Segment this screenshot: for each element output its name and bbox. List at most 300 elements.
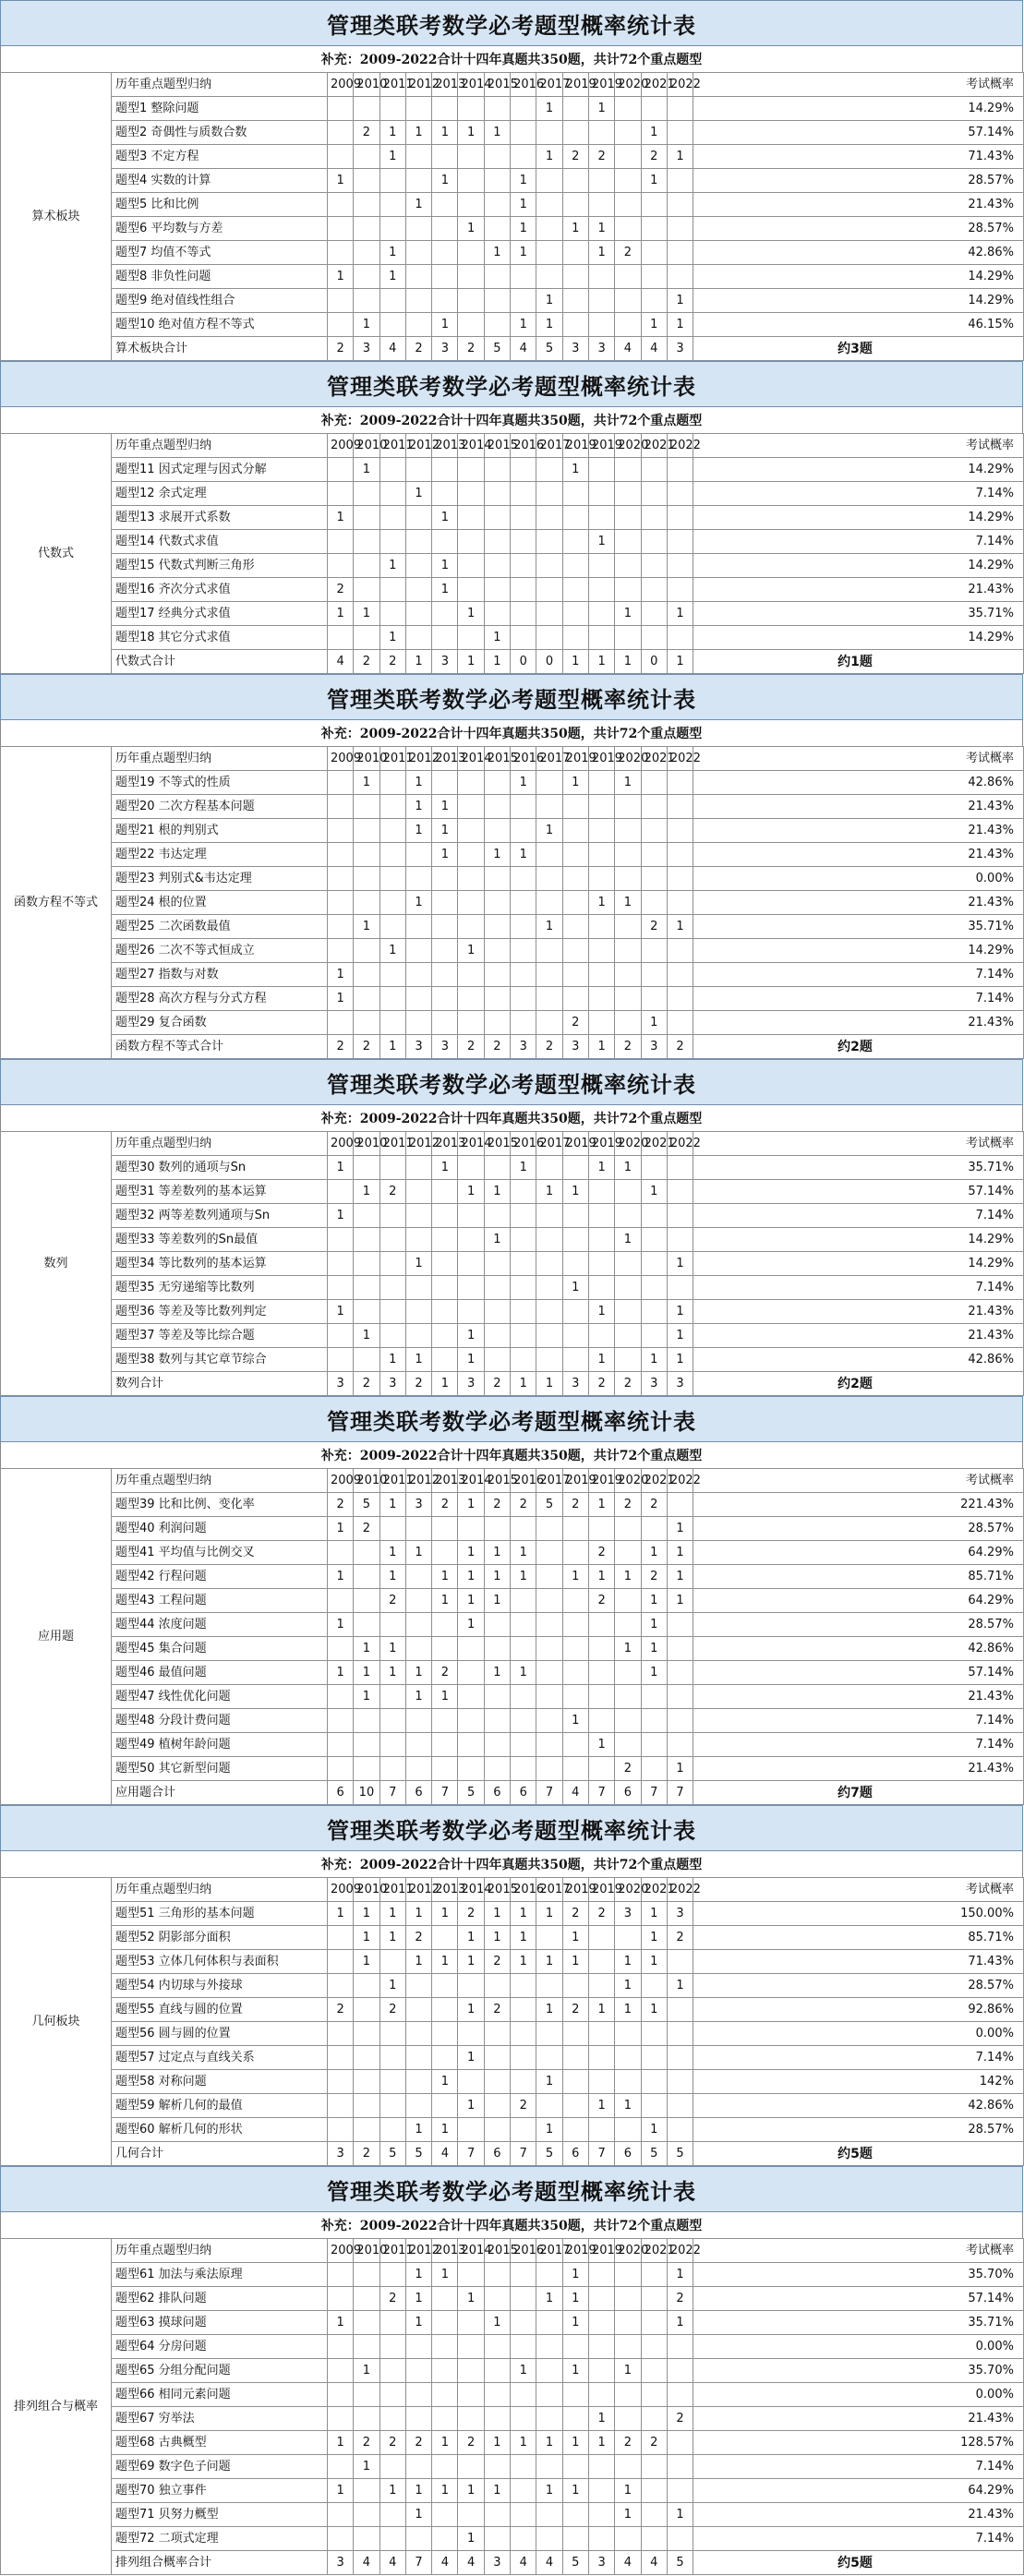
count-cell (379, 771, 405, 795)
year-header: 2009 (328, 1132, 354, 1156)
count-cell: 1 (458, 1565, 484, 1589)
total-cell: 2 (354, 1372, 379, 1396)
count-cell (405, 1300, 431, 1324)
question-type: 题型53 立体几何体积与表面积 (112, 1950, 328, 1974)
count-cell (588, 2311, 614, 2335)
count-cell (641, 2455, 667, 2479)
count-cell: 1 (405, 2311, 431, 2335)
count-cell (354, 843, 379, 867)
count-cell (432, 1324, 458, 1348)
count-cell: 1 (432, 1565, 458, 1589)
question-type: 题型2 奇偶性与质数合数 (112, 121, 328, 145)
probability: 42.86% (693, 1637, 1024, 1661)
count-cell (354, 2118, 379, 2142)
total-cell: 1 (536, 1372, 562, 1396)
count-cell (562, 1685, 588, 1709)
count-cell (641, 2022, 667, 2046)
category-label: 代数式 (1, 434, 112, 674)
count-cell (588, 2022, 614, 2046)
count-cell: 1 (511, 2359, 536, 2383)
count-cell (328, 915, 354, 939)
probability: 14.29% (693, 458, 1024, 482)
count-cell: 1 (588, 1156, 614, 1180)
count-cell (536, 2503, 562, 2527)
probability: 64.29% (693, 1589, 1024, 1613)
count-cell (641, 530, 667, 554)
table-row (1, 530, 1024, 554)
table-row (1, 2335, 1024, 2359)
total-cell: 1 (379, 1035, 405, 1059)
count-cell (484, 1348, 510, 1372)
count-cell (511, 867, 536, 891)
count-cell (484, 2046, 510, 2070)
count-cell (511, 1300, 536, 1324)
count-cell (667, 169, 693, 193)
total-cell: 3 (432, 337, 458, 361)
header-prob: 考试概率 (693, 1878, 1024, 1902)
count-cell (667, 121, 693, 145)
table-row (1, 217, 1024, 241)
count-cell (354, 1613, 379, 1637)
count-cell: 1 (667, 1348, 693, 1372)
count-cell (562, 2070, 588, 2094)
count-cell (511, 1685, 536, 1709)
count-cell (484, 1637, 510, 1661)
table-row (1, 987, 1024, 1011)
count-cell: 1 (641, 313, 667, 337)
count-cell (536, 1156, 562, 1180)
count-cell (511, 2070, 536, 2094)
count-cell: 1 (667, 915, 693, 939)
table-row (1, 771, 1024, 795)
count-cell: 2 (588, 1589, 614, 1613)
count-cell (484, 97, 510, 121)
count-cell: 1 (588, 1565, 614, 1589)
total-cell: 0 (641, 650, 667, 674)
header-prob: 考试概率 (693, 1469, 1024, 1493)
count-cell (536, 1926, 562, 1950)
count-cell (588, 819, 614, 843)
count-cell (562, 2527, 588, 2551)
count-cell (511, 1180, 536, 1204)
count-cell (536, 987, 562, 1011)
count-cell (432, 1204, 458, 1228)
count-cell (536, 891, 562, 915)
count-cell: 1 (667, 2311, 693, 2335)
year-header: 2019 (562, 1132, 588, 1156)
count-cell (328, 2022, 354, 2046)
count-cell (432, 1998, 458, 2022)
count-cell: 1 (536, 1902, 562, 1926)
count-cell (328, 241, 354, 265)
year-header: 2020 (615, 434, 641, 458)
total-cell: 7 (536, 1781, 562, 1805)
count-cell (354, 1011, 379, 1035)
count-cell (588, 1011, 614, 1035)
count-cell (328, 217, 354, 241)
count-cell (328, 1926, 354, 1950)
probability: 14.29% (693, 626, 1024, 650)
year-header: 2019 (562, 434, 588, 458)
table-row (1, 2046, 1024, 2070)
count-cell: 2 (379, 1180, 405, 1204)
count-cell (458, 1733, 484, 1757)
count-cell (615, 795, 641, 819)
count-cell: 1 (354, 1637, 379, 1661)
count-cell (615, 265, 641, 289)
count-cell (511, 963, 536, 987)
count-cell (588, 506, 614, 530)
table-row (1, 2527, 1024, 2551)
count-cell: 1 (432, 2118, 458, 2142)
total-cell: 1 (562, 650, 588, 674)
section-subtitle: 补充：2009-2022合计十四年真题共350题，共计72个重点题型 (0, 720, 1023, 746)
count-cell (511, 2311, 536, 2335)
count-cell (328, 2335, 354, 2359)
count-cell: 1 (615, 1156, 641, 1180)
count-cell (354, 2070, 379, 2094)
year-header: 2014 (458, 73, 484, 97)
count-cell (484, 145, 510, 169)
count-cell (328, 771, 354, 795)
probability: 7.14% (693, 1733, 1024, 1757)
count-cell (432, 2455, 458, 2479)
probability: 28.57% (693, 2118, 1024, 2142)
count-cell (588, 1757, 614, 1781)
count-cell (328, 1974, 354, 1998)
count-cell (405, 145, 431, 169)
count-cell (458, 1228, 484, 1252)
probability: 0.00% (693, 2022, 1024, 2046)
total-cell: 5 (405, 2142, 431, 2166)
count-cell (432, 482, 458, 506)
count-cell (667, 2094, 693, 2118)
year-header: 2016 (511, 1132, 536, 1156)
count-cell (432, 1517, 458, 1541)
total-estimate: 约3题 (693, 337, 1024, 361)
category-label: 应用题 (1, 1469, 112, 1805)
probability: 21.43% (693, 193, 1024, 217)
count-cell (379, 1011, 405, 1035)
probability: 85.71% (693, 1926, 1024, 1950)
count-cell: 1 (432, 578, 458, 602)
count-cell (484, 1156, 510, 1180)
count-cell: 2 (615, 1757, 641, 1781)
count-cell (536, 169, 562, 193)
count-cell (588, 578, 614, 602)
count-cell (432, 193, 458, 217)
count-cell: 1 (536, 2070, 562, 2094)
count-cell (667, 193, 693, 217)
count-cell (405, 2335, 431, 2359)
count-cell: 1 (379, 1661, 405, 1685)
count-cell: 1 (667, 1252, 693, 1276)
count-cell (667, 939, 693, 963)
header-prob: 考试概率 (693, 2239, 1024, 2263)
total-cell: 6 (511, 1781, 536, 1805)
table-row (1, 2455, 1024, 2479)
count-cell (536, 506, 562, 530)
section-subtitle: 补充：2009-2022合计十四年真题共350题，共计72个重点题型 (0, 2212, 1023, 2238)
count-cell (588, 193, 614, 217)
probability: 7.14% (693, 2046, 1024, 2070)
count-cell: 1 (615, 1974, 641, 1998)
count-cell (458, 458, 484, 482)
count-cell: 3 (405, 1493, 431, 1517)
probability: 14.29% (693, 554, 1024, 578)
count-cell: 1 (432, 2070, 458, 2094)
count-cell (641, 1974, 667, 1998)
total-cell: 3 (328, 2551, 354, 2575)
count-cell: 1 (354, 915, 379, 939)
count-cell: 1 (405, 771, 431, 795)
count-cell (379, 97, 405, 121)
count-cell: 1 (641, 121, 667, 145)
total-cell: 1 (667, 650, 693, 674)
count-cell (354, 987, 379, 1011)
count-cell (328, 1348, 354, 1372)
count-cell: 1 (458, 217, 484, 241)
question-type: 题型72 二项式定理 (112, 2527, 328, 2551)
total-cell: 3 (667, 1372, 693, 1396)
table-row (1, 578, 1024, 602)
count-cell (405, 1204, 431, 1228)
year-header: 2019 (562, 1878, 588, 1902)
count-cell (615, 1926, 641, 1950)
year-header: 2010 (354, 73, 379, 97)
year-header: 2011 (379, 1878, 405, 1902)
count-cell (432, 1974, 458, 1998)
count-cell: 1 (328, 1613, 354, 1637)
count-cell (511, 891, 536, 915)
count-cell (536, 1011, 562, 1035)
count-cell (615, 169, 641, 193)
count-cell (562, 1613, 588, 1637)
count-cell (588, 2070, 614, 2094)
section-4 (0, 1059, 1023, 1396)
count-cell (328, 97, 354, 121)
total-cell: 6 (405, 1781, 431, 1805)
count-cell (354, 1998, 379, 2022)
total-cell: 7 (667, 1781, 693, 1805)
table-row (1, 1156, 1024, 1180)
count-cell (354, 867, 379, 891)
section-subtitle: 补充：2009-2022合计十四年真题共350题，共计72个重点题型 (0, 46, 1023, 72)
count-cell (354, 1252, 379, 1276)
count-cell (458, 169, 484, 193)
count-cell: 1 (405, 1950, 431, 1974)
count-cell (458, 963, 484, 987)
table-row (1, 1228, 1024, 1252)
count-cell: 1 (405, 819, 431, 843)
count-cell: 1 (484, 1589, 510, 1613)
count-cell: 1 (354, 458, 379, 482)
count-cell: 1 (562, 1276, 588, 1300)
count-cell (328, 2094, 354, 2118)
probability: 42.86% (693, 241, 1024, 265)
count-cell (405, 843, 431, 867)
count-cell: 1 (615, 2359, 641, 2383)
count-cell (588, 1974, 614, 1998)
count-cell (328, 1541, 354, 1565)
count-cell (562, 169, 588, 193)
count-cell (511, 2335, 536, 2359)
table-row (1, 554, 1024, 578)
probability: 35.70% (693, 2263, 1024, 2287)
count-cell (536, 867, 562, 891)
question-type: 题型15 代数式判断三角形 (112, 554, 328, 578)
count-cell (484, 2287, 510, 2311)
count-cell (484, 458, 510, 482)
count-cell (615, 506, 641, 530)
count-cell (405, 1156, 431, 1180)
count-cell (641, 2287, 667, 2311)
count-cell (562, 843, 588, 867)
count-cell (458, 891, 484, 915)
count-cell (458, 2022, 484, 2046)
count-cell (484, 987, 510, 1011)
table-row (1, 1565, 1024, 1589)
count-cell (484, 1974, 510, 1998)
count-cell (328, 1950, 354, 1974)
count-cell (667, 458, 693, 482)
count-cell (536, 2383, 562, 2407)
count-cell (536, 578, 562, 602)
count-cell (354, 2311, 379, 2335)
count-cell (615, 2070, 641, 2094)
count-cell (615, 2455, 641, 2479)
year-header: 2022 (667, 1878, 693, 1902)
count-cell (641, 2407, 667, 2431)
count-cell (615, 2383, 641, 2407)
count-cell: 1 (536, 2431, 562, 2455)
count-cell (328, 1757, 354, 1781)
total-cell: 2 (405, 1372, 431, 1396)
count-cell (432, 939, 458, 963)
question-type: 题型18 其它分式求值 (112, 626, 328, 650)
count-cell: 1 (511, 1926, 536, 1950)
count-cell (641, 2070, 667, 2094)
count-cell: 1 (458, 1324, 484, 1348)
count-cell (511, 1709, 536, 1733)
count-cell: 1 (588, 2094, 614, 2118)
total-cell: 3 (588, 337, 614, 361)
count-cell (615, 289, 641, 313)
count-cell: 1 (641, 1902, 667, 1926)
count-cell (328, 2287, 354, 2311)
count-cell: 1 (328, 1300, 354, 1324)
count-cell (536, 1709, 562, 1733)
count-cell (432, 867, 458, 891)
count-cell (458, 1757, 484, 1781)
table-row (1, 1324, 1024, 1348)
count-cell (354, 1757, 379, 1781)
count-cell: 2 (405, 1926, 431, 1950)
count-cell (588, 313, 614, 337)
count-cell: 1 (562, 1926, 588, 1950)
count-cell (379, 1228, 405, 1252)
count-cell: 1 (588, 2407, 614, 2431)
probability: 14.29% (693, 1228, 1024, 1252)
header-name: 历年重点题型归纳 (112, 1878, 328, 1902)
count-cell (458, 1204, 484, 1228)
count-cell (458, 2118, 484, 2142)
count-cell (432, 771, 458, 795)
count-cell (615, 313, 641, 337)
probability: 57.14% (693, 121, 1024, 145)
count-cell (458, 915, 484, 939)
count-cell (379, 2503, 405, 2527)
question-type: 题型17 经典分式求值 (112, 602, 328, 626)
count-cell (588, 843, 614, 867)
count-cell (667, 1180, 693, 1204)
count-cell (379, 1709, 405, 1733)
probability: 28.57% (693, 1613, 1024, 1637)
count-cell (562, 2335, 588, 2359)
count-cell (432, 2094, 458, 2118)
count-cell (536, 1324, 562, 1348)
total-cell: 2 (536, 1035, 562, 1059)
question-type: 题型29 复合函数 (112, 1011, 328, 1035)
count-cell: 1 (432, 1156, 458, 1180)
count-cell (615, 1348, 641, 1372)
count-cell: 1 (458, 1926, 484, 1950)
count-cell (641, 241, 667, 265)
total-label: 算术板块合计 (112, 337, 328, 361)
question-type: 题型5 比和比例 (112, 193, 328, 217)
question-type: 题型40 利润问题 (112, 1517, 328, 1541)
year-header: 2009 (328, 1469, 354, 1493)
count-cell: 1 (536, 1998, 562, 2022)
count-cell: 1 (536, 2287, 562, 2311)
count-cell: 1 (432, 2431, 458, 2455)
total-cell: 2 (354, 1035, 379, 1059)
count-cell: 1 (562, 771, 588, 795)
count-cell: 2 (379, 2431, 405, 2455)
probability: 64.29% (693, 2479, 1024, 2503)
count-cell (405, 2383, 431, 2407)
table-row (1, 915, 1024, 939)
count-cell (379, 289, 405, 313)
category-label: 函数方程不等式 (1, 747, 112, 1059)
count-cell (641, 1733, 667, 1757)
count-cell (328, 2527, 354, 2551)
question-type: 题型45 集合问题 (112, 1637, 328, 1661)
header-row (1, 1469, 1024, 1493)
count-cell: 2 (641, 2431, 667, 2455)
year-header: 2016 (511, 73, 536, 97)
count-cell (641, 1204, 667, 1228)
count-cell (328, 2455, 354, 2479)
count-cell (458, 1685, 484, 1709)
table-row (1, 1300, 1024, 1324)
question-type: 题型66 相同元素问题 (112, 2383, 328, 2407)
year-header: 2012 (405, 2239, 431, 2263)
count-cell (405, 97, 431, 121)
count-cell (511, 2455, 536, 2479)
count-cell (536, 2263, 562, 2287)
probability: 35.70% (693, 2359, 1024, 2383)
category-label: 数列 (1, 1132, 112, 1396)
count-cell: 1 (379, 241, 405, 265)
total-cell: 3 (432, 1035, 458, 1059)
count-cell (354, 506, 379, 530)
count-cell (458, 2455, 484, 2479)
count-cell (379, 867, 405, 891)
count-cell (484, 2263, 510, 2287)
table-row (1, 1011, 1024, 1035)
table-row (1, 2383, 1024, 2407)
